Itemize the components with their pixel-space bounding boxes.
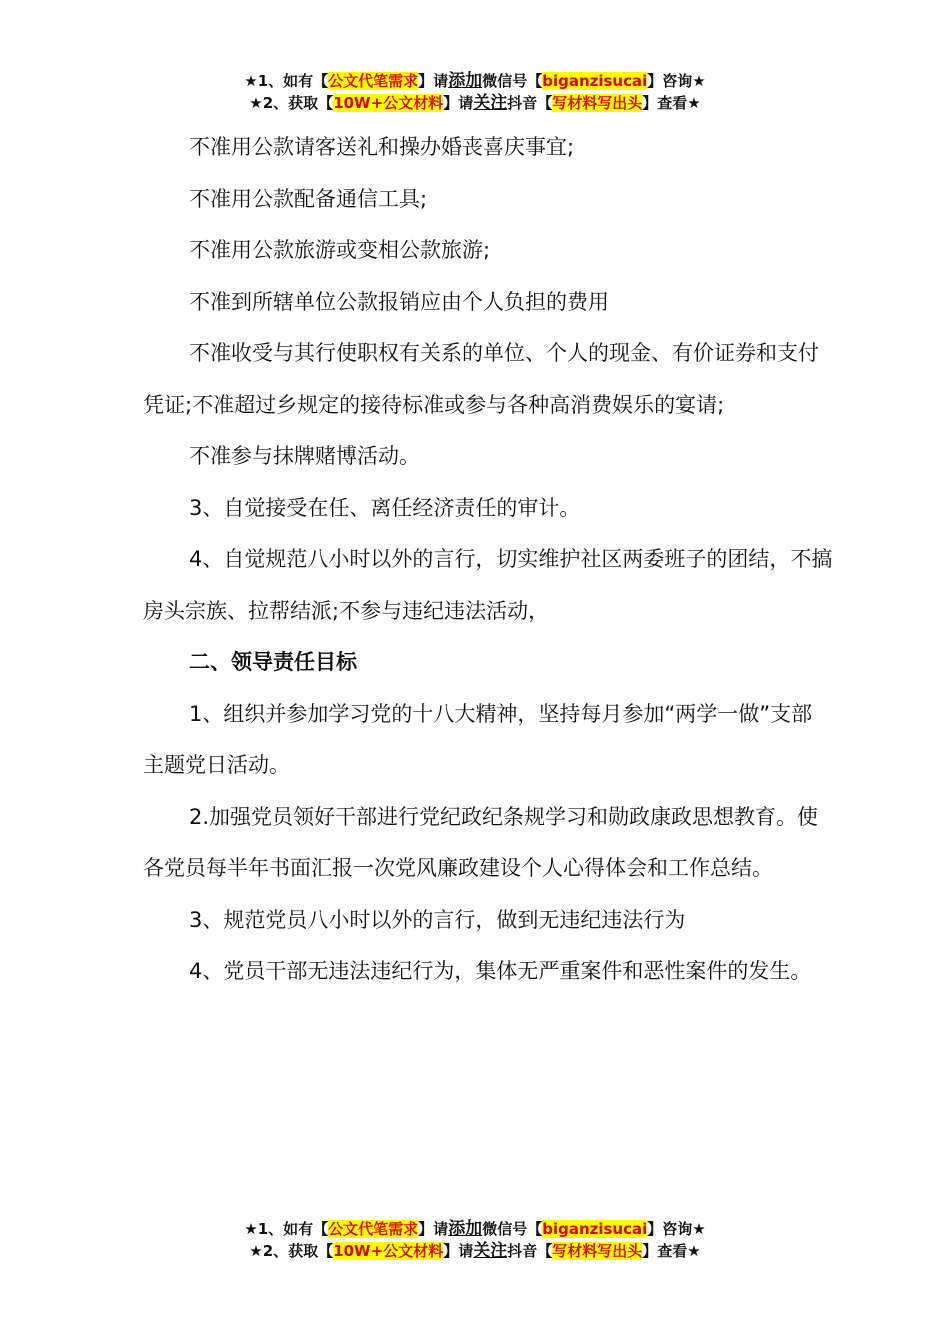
highlight-douyin: 写材料写出头 <box>552 94 643 112</box>
paragraph: 不准到所辖单位公款报销应由个人负担的费用 <box>189 289 609 314</box>
highlight-materials: 10W+公文材料 <box>333 1242 444 1260</box>
paragraph: 3、规范党员八小时以外的言行，做到无违纪违法行为 <box>189 907 686 932</box>
highlight-douyin: 写材料写出头 <box>552 1242 643 1260</box>
highlight-service: 公文代笔需求 <box>328 72 419 90</box>
highlight-materials: 10W+公文材料 <box>333 94 444 112</box>
emphasis-add: 添加 <box>448 1219 483 1239</box>
header-line-1: ★1、如有【公文代笔需求】请添加微信号【biganzisucai】咨询★ <box>244 71 706 91</box>
paragraph: 不准参与抹牌赌博活动。 <box>189 444 420 468</box>
section-heading: 二、领导责任目标 <box>189 650 357 674</box>
paragraph: 不准用公款请客送礼和操办婚丧喜庆事宜; <box>189 135 575 159</box>
paragraph: 不准收受与其行使职权有关系的单位、个人的现金、有价证券和支付凭证;不准超过乡规定的接待标准或参与各种高消费娱乐的宴请; <box>143 341 819 417</box>
highlight-wechat-id: biganzisucai <box>542 1220 648 1238</box>
paragraph: 2.加强党员领好干部进行党纪政纪条规学习和勋政康政思想教育。使各党员每半年书面汇报一次党风廉政建设个人心得体会和工作总结。 <box>143 804 819 880</box>
paragraph: 4、党员干部无违法违纪行为，集体无严重案件和恶性案件的发生。 <box>189 959 812 983</box>
paragraph: 3、自觉接受在任、离任经济责任的审计。 <box>189 495 581 520</box>
header-line-2: ★2、获取【10W+公文材料】请关注抖音【写材料写出头】查看★ <box>249 93 701 113</box>
highlight-wechat-id: biganzisucai <box>542 72 648 90</box>
paragraph: 不准用公款旅游或变相公款旅游; <box>189 238 491 262</box>
emphasis-add: 添加 <box>448 71 483 91</box>
footer-line-2: ★2、获取【10W+公文材料】请关注抖音【写材料写出头】查看★ <box>249 1241 701 1261</box>
header-banner <box>0 70 950 114</box>
footer-line-1: ★1、如有【公文代笔需求】请添加微信号【biganzisucai】咨询★ <box>244 1219 706 1239</box>
paragraph: 不准用公款配备通信工具; <box>189 186 428 211</box>
emphasis-follow: 关注 <box>473 93 508 113</box>
footer-banner <box>0 1218 950 1262</box>
paragraph: 4、自觉规范八小时以外的言行，切实维护社区两委班子的团结，不搞房头宗族、拉帮结派;不参与违纪违法活动， <box>143 547 833 623</box>
emphasis-follow: 关注 <box>473 1241 508 1261</box>
highlight-service: 公文代笔需求 <box>328 1220 419 1238</box>
document-body <box>143 122 833 998</box>
paragraph: 1、组织并参加学习党的十八大精神，坚持每月参加“两学一做”支部主题党日活动。 <box>143 701 813 777</box>
